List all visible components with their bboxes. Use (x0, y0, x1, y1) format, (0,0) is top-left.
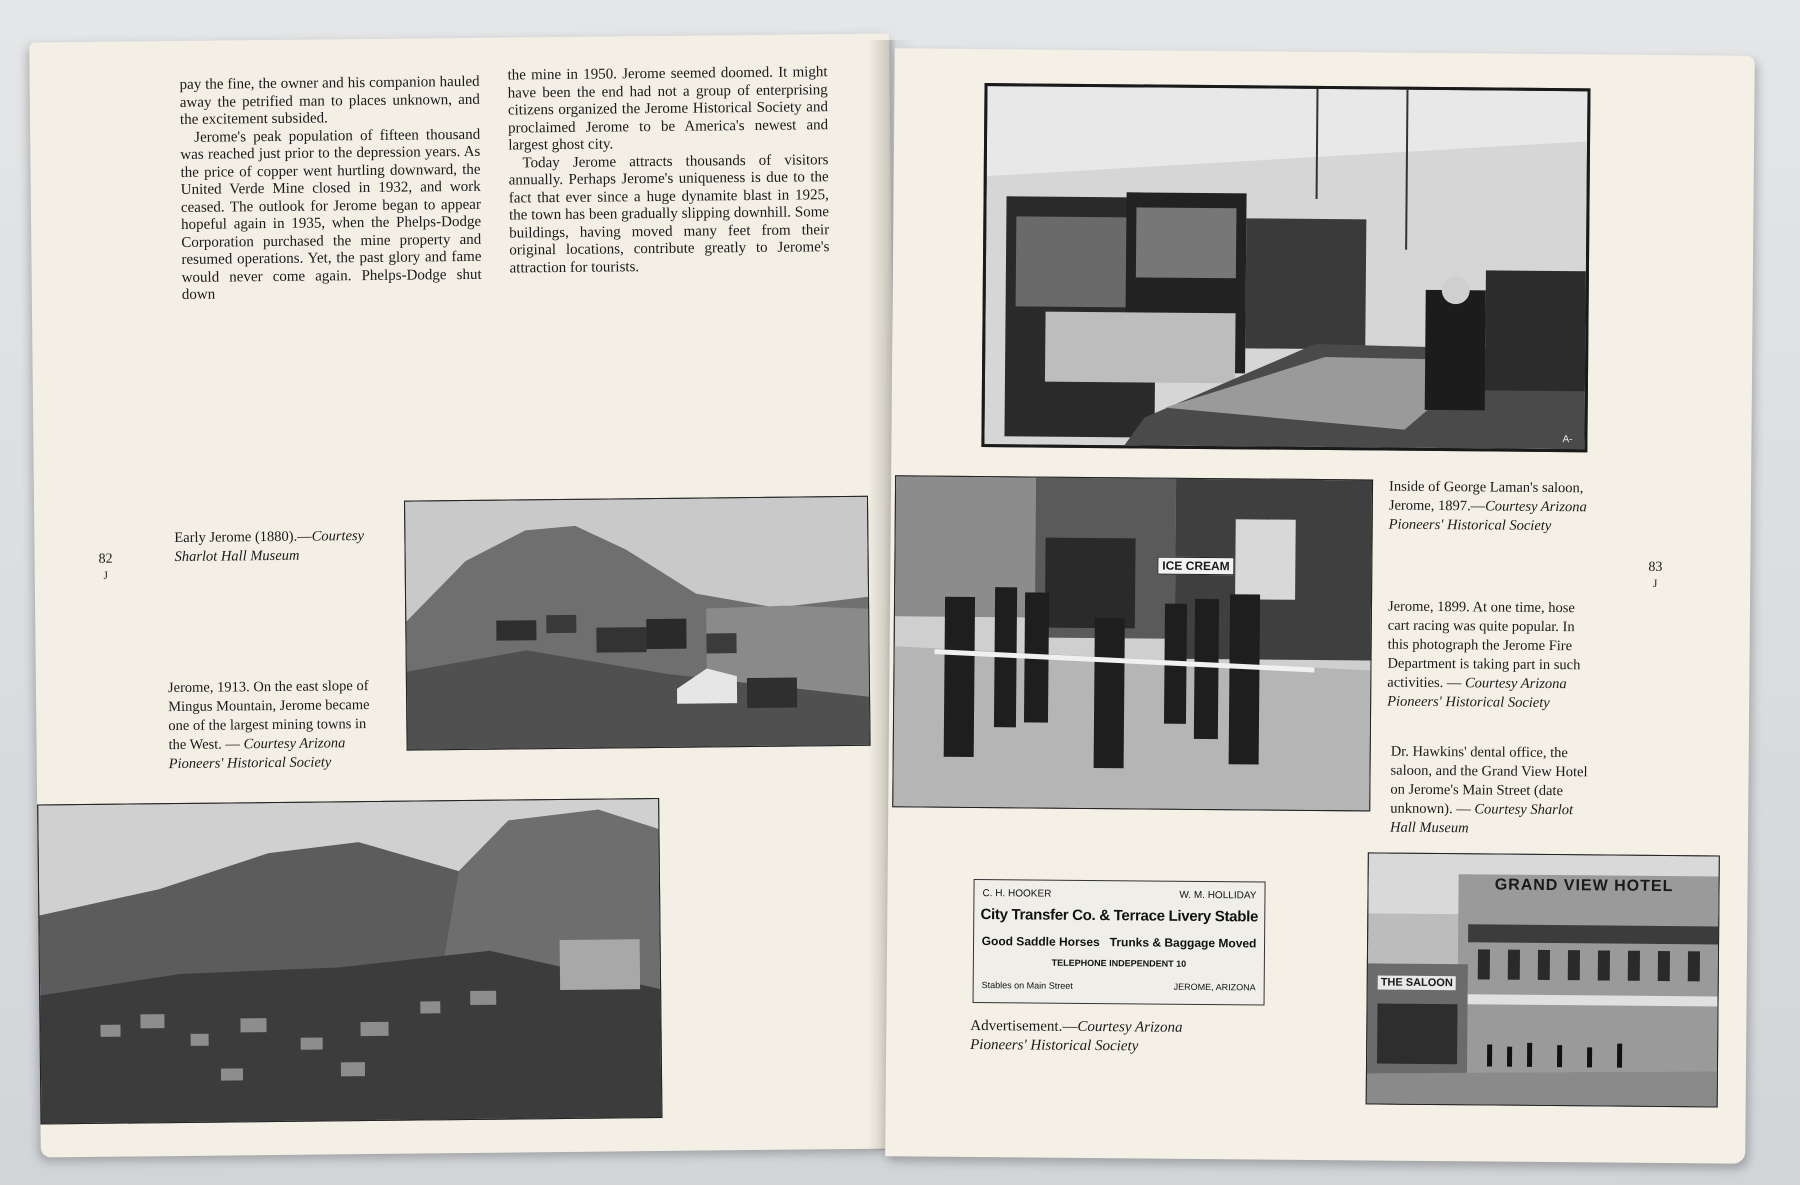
paragraph: the mine in 1950. Jerome seemed doomed. It might have been the end had not a group of enterprising citizens organized the Jerome Historical Society and proclaimed Jerome to be America's newest and largest ghost city. (507, 64, 829, 154)
paragraph: Today Jerome attracts thousands of visitors annually. Perhaps Jerome's uniqueness is due to the fact that ever since a huge dynamite blast in 1925, the town has been gradually slipping downhill. Some buildings, having moved many feet from their original locations, contribute greatly to Jerome's attraction for tourists. (508, 151, 830, 277)
photo-saloon-interior (981, 83, 1590, 452)
advertisement-card (973, 879, 1266, 1006)
ad-names: C. H. HOOKER W. M. HOLLIDAY (982, 888, 1257, 902)
ad-headline: City Transfer Co. & Terrace Livery Stable (980, 906, 1259, 926)
ad-footer: Stables on Main Street JEROME, ARIZONA (981, 980, 1256, 993)
left-page (29, 34, 901, 1158)
ad-services: Good Saddle Horses Trunks & Baggage Moved (981, 934, 1257, 951)
photo-hose-cart-race (892, 475, 1373, 811)
caption-hawkins: Dr. Hawkins' dental office, the saloon, and the Grand View Hotel on Jerome's Main Street (date unknown). — Courtesy Sharlot Hall Museum (1389, 743, 1588, 837)
caption-jerome-1913: Jerome, 1913. On the east slope of Mingus Mountain, Jerome became one of the largest mining towns in the West. — Courtesy Arizona Pioneers' Historical Society (167, 678, 370, 773)
photo-jerome-1913 (37, 798, 662, 1124)
paragraph: Jerome's peak population of fifteen thousand was reached just prior to the depression years. As the price of copper went hurtling downward, the United Verde Mine closed in 1932, and work ceased. The outlook for Jerome began to appear hopeful again in 1935, when the Phelps-Dodge Corporation purchased the mine property and resumed operations. Yet, the past glory and fame would never come again. Phelps-Dodge shut down (180, 126, 482, 303)
paragraph: pay the fine, the owner and his companion hauled away the petrified man to places unknown, and the excitement subsided. (179, 73, 480, 128)
left-column-1 (180, 74, 482, 305)
caption-saloon: Inside of George Laman's saloon, Jerome, 1897.—Courtesy Arizona Pioneers' Historical Society (1388, 478, 1587, 535)
photo-marker: A- (1562, 434, 1573, 446)
sign-the-saloon: THE SALOON (1378, 976, 1456, 991)
caption-hose-cart: Jerome, 1899. At one time, hose cart racing was quite popular. In this photograph the Jerome Fire Department is taking part in such activities. — Courtesy Arizona Pioneers' Historical Society (1387, 598, 1581, 712)
right-page (885, 48, 1755, 1163)
ad-phone: TELEPHONE INDEPENDENT 10 (1051, 957, 1187, 969)
sign-ice-cream: ICE CREAM (1157, 557, 1234, 576)
sign-grand-view-hotel: GRAND VIEW HOTEL (1494, 876, 1674, 896)
caption-early-jerome: Early Jerome (1880).—Courtesy Sharlot Hall Museum (174, 528, 365, 566)
caption-advertisement: Advertisement.—Courtesy Arizona Pioneers' Historical Society (970, 1017, 1183, 1055)
photo-grand-view-hotel (1366, 852, 1720, 1107)
page-number-left: 82 J (98, 551, 113, 582)
page-number-right: 83 J (1648, 559, 1663, 590)
left-column-2 (507, 64, 829, 277)
photo-early-jerome (404, 496, 871, 751)
